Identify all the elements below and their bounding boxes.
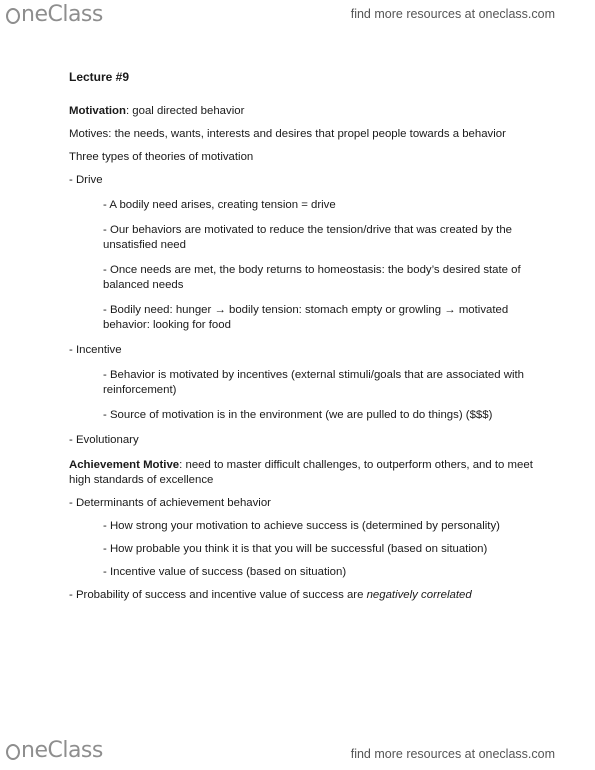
logo-text: neClass bbox=[21, 2, 103, 27]
determinants-heading: - Determinants of achievement behavior bbox=[69, 497, 271, 509]
lecture-notes bbox=[69, 70, 539, 603]
header-resources-link[interactable]: find more resources at oneclass.com bbox=[350, 7, 555, 21]
drive-heading: - Drive bbox=[69, 174, 103, 186]
evolutionary-heading: - Evolutionary bbox=[69, 434, 139, 446]
logo-o-icon bbox=[6, 8, 20, 24]
drive-item: - Bodily need: hunger → bodily tension: stomach empty or growling → motivated behavior: looking for food bbox=[103, 304, 509, 331]
incentive-heading: - Incentive bbox=[69, 344, 122, 356]
achievement-def-text: : need to master difficult challenges, to outperform others, and to meet high standards of excellence bbox=[69, 459, 533, 486]
types-line: Three types of theories of motivation bbox=[69, 151, 254, 163]
motivation-definition bbox=[69, 104, 539, 119]
motivation-term: Motivation bbox=[69, 105, 126, 117]
drive-item: - Our behaviors are motivated to reduce the tension/drive that was created by the unsatisfied need bbox=[103, 224, 513, 251]
motivation-def-text: : goal directed behavior bbox=[125, 105, 245, 117]
probability-line bbox=[69, 588, 539, 603]
probability-text: - Probability of success and incentive value of success are bbox=[69, 589, 367, 601]
logo-text: neClass bbox=[21, 738, 103, 763]
achievement-definition bbox=[69, 458, 539, 488]
determinant-item: - How probable you think it is that you will be successful (based on situation) bbox=[103, 543, 488, 555]
drive-item: - A bodily need arises, creating tension = drive bbox=[103, 199, 336, 211]
drive-item: - Once needs are met, the body returns to homeostasis: the body’s desired state of balanced needs bbox=[103, 264, 521, 291]
logo-o-icon bbox=[6, 744, 20, 760]
lecture-title: Lecture #9 bbox=[69, 70, 130, 84]
oneclass-logo[interactable] bbox=[6, 2, 103, 27]
achievement-term: Achievement Motive bbox=[69, 459, 180, 471]
oneclass-logo-footer[interactable] bbox=[6, 738, 103, 763]
incentive-item: - Source of motivation is in the environment (we are pulled to do things) ($$$) bbox=[103, 409, 493, 421]
motives-line: Motives: the needs, wants, interests and desires that propel people towards a behavior bbox=[69, 128, 506, 140]
probability-emphasis: negatively correlated bbox=[366, 589, 472, 601]
determinant-item: - How strong your motivation to achieve success is (determined by personality) bbox=[103, 520, 500, 532]
footer-resources-link[interactable]: find more resources at oneclass.com bbox=[350, 747, 555, 761]
incentive-item: - Behavior is motivated by incentives (external stimuli/goals that are associated with reinforcement) bbox=[103, 369, 525, 396]
determinant-item: - Incentive value of success (based on situation) bbox=[103, 566, 347, 578]
